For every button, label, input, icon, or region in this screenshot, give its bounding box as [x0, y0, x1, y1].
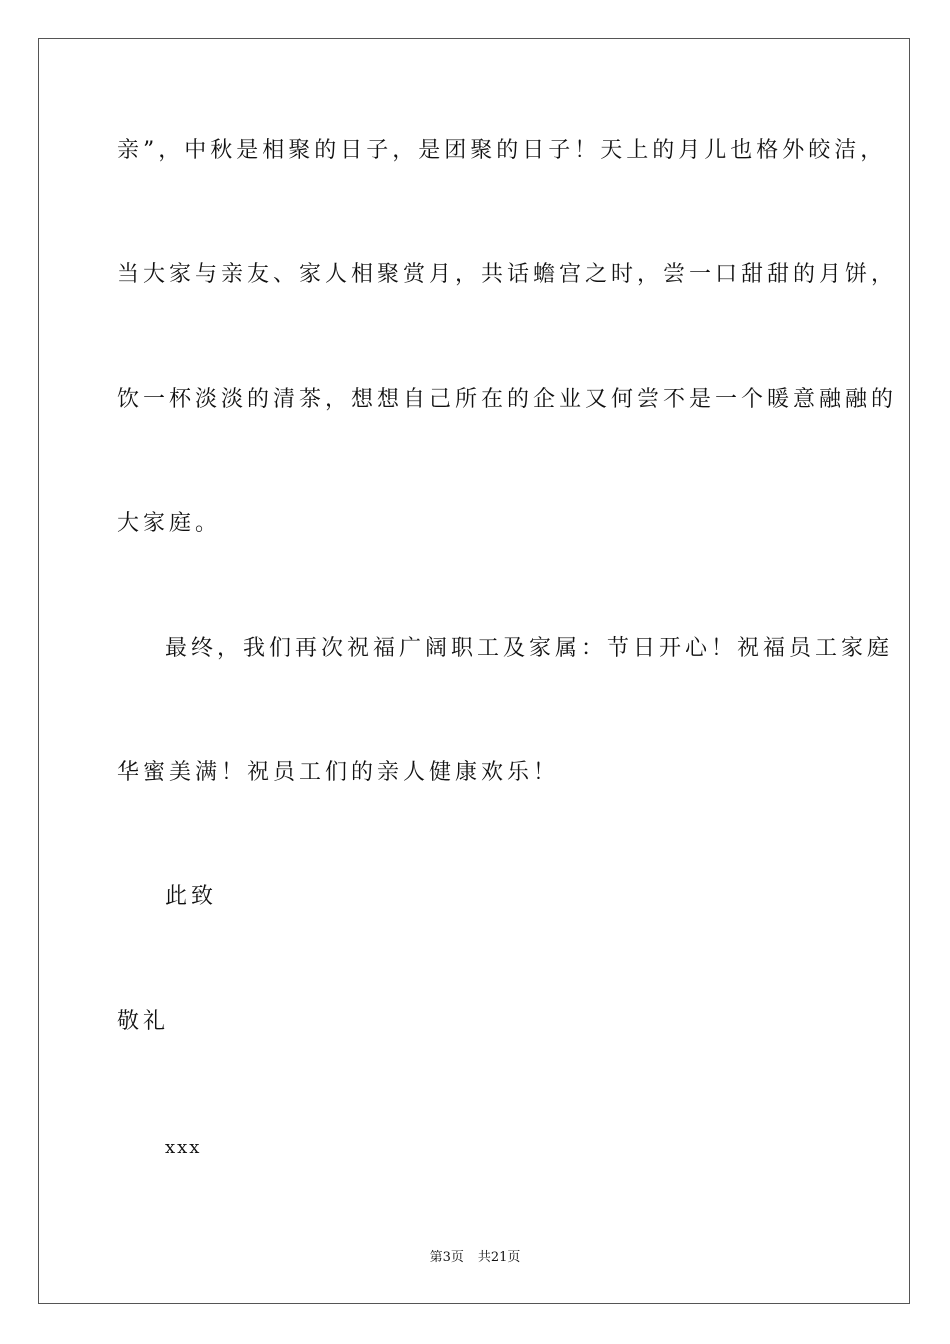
total-pages: 共21页	[477, 1250, 521, 1265]
body-line: 大家庭。	[117, 511, 222, 536]
body-line: 当大家与亲友、家人相聚赏月，共话蟾宫之时，尝一口甜甜的月饼，	[117, 262, 898, 287]
salute-line: 敬礼	[117, 1009, 170, 1034]
body-line: 华蜜美满！祝员工们的亲人健康欢乐！	[117, 760, 560, 785]
body-line: 最终，我们再次祝福广阔职工及家属：节日开心！祝福员工家庭	[165, 636, 894, 661]
body-line: 亲”，中秋是相聚的日子，是团聚的日子！天上的月儿也格外皎洁，	[117, 138, 887, 163]
sender-name: xxx	[165, 1137, 202, 1158]
closing-line: 此致	[165, 884, 218, 909]
page-frame	[38, 38, 910, 1304]
current-page-number: 第3页	[429, 1250, 464, 1265]
page-footer	[0, 1246, 950, 1265]
body-line: 饮一杯淡淡的清茶，想想自己所在的企业又何尝不是一个暖意融融的	[117, 387, 898, 412]
